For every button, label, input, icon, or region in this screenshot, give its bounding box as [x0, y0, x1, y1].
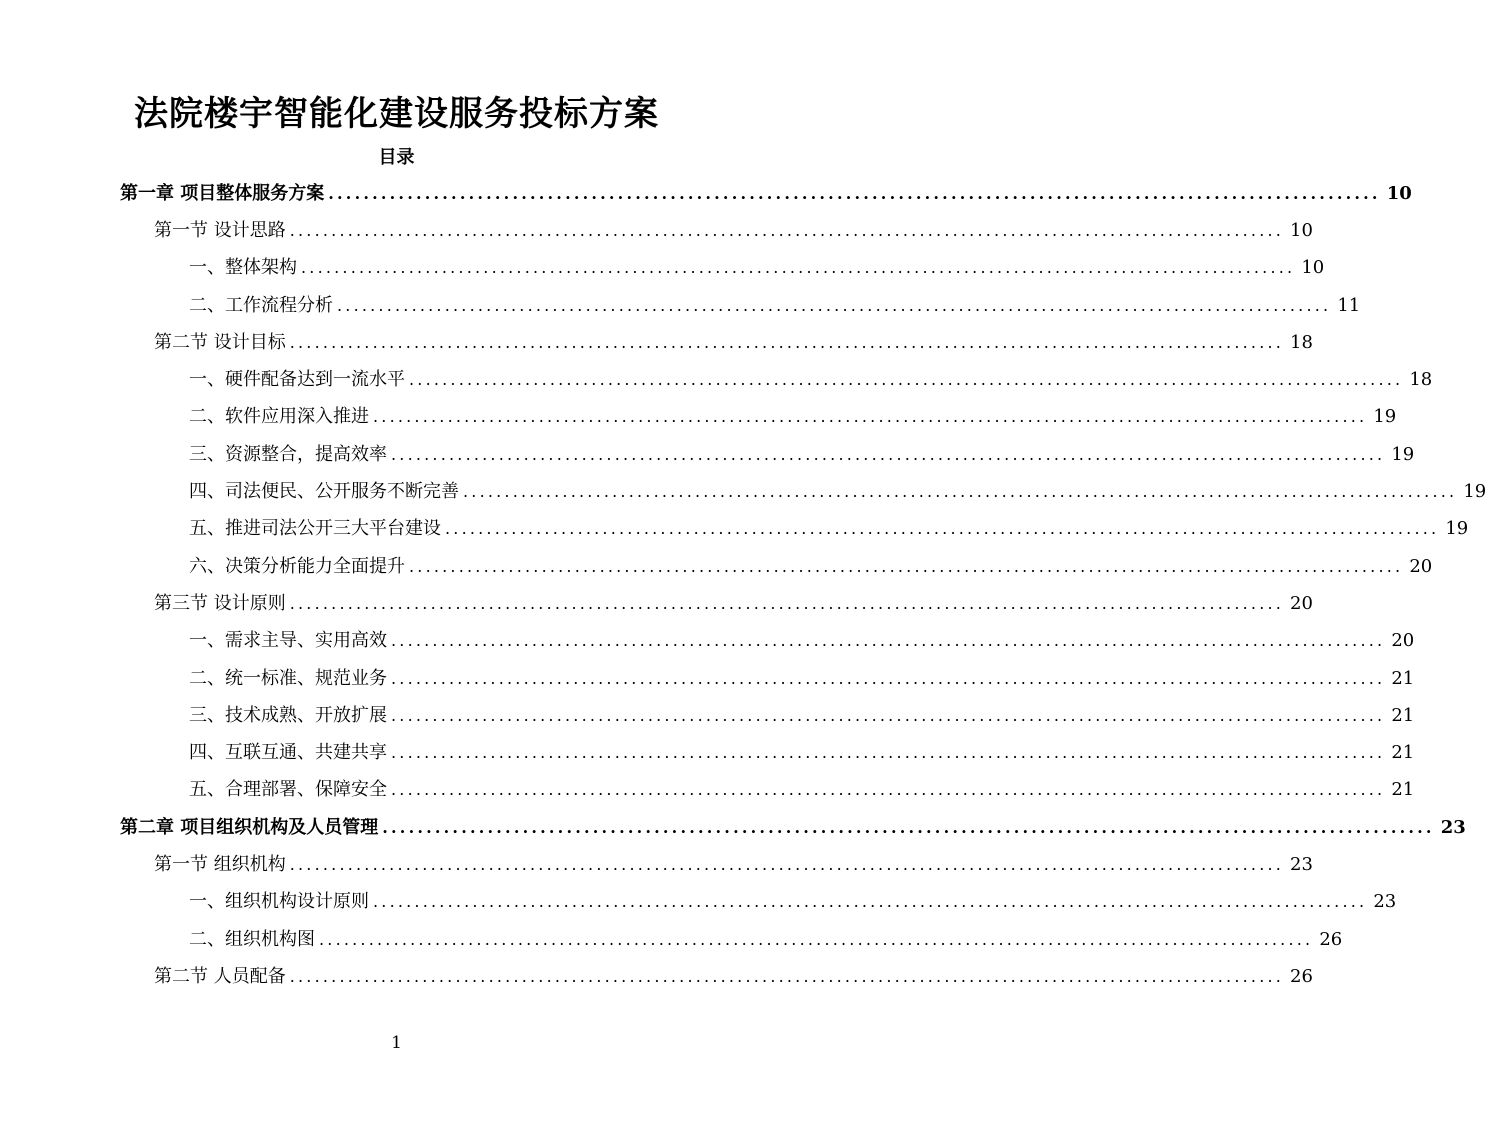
document-title: 法院楼宇智能化建设服务投标方案: [134, 94, 659, 134]
toc-entry-label: 一、硬件配备达到一流水平: [189, 369, 405, 391]
toc-entry-level-1[interactable]: [0, 809, 1466, 846]
toc-dot-leader: ........................................................................................................................: [289, 220, 1285, 240]
page-number: 1: [391, 1033, 402, 1053]
toc-dot-leader: ........................................................................................................................: [328, 183, 1381, 203]
toc-entry-page: 10: [1386, 182, 1412, 204]
toc-dot-leader: ........................................................................................................................: [289, 593, 1285, 613]
toc-dot-leader: ........................................................................................................................: [409, 370, 1404, 390]
toc-entry-label: 六、决策分析能力全面提升: [189, 555, 405, 577]
toc-entry-page: 19: [1463, 481, 1486, 503]
toc-dot-leader: ........................................................................................................................: [289, 332, 1285, 352]
toc-entry-label: 一、需求主导、实用高效: [189, 630, 387, 652]
toc-heading: 目录: [378, 147, 415, 168]
toc-entry-level-3[interactable]: [0, 884, 1397, 921]
toc-entry-level-3[interactable]: [0, 697, 1415, 734]
toc-dot-leader: ........................................................................................................................: [319, 929, 1314, 949]
toc-entry-level-3[interactable]: [0, 511, 1469, 548]
toc-entry-label: 二、工作流程分析: [189, 294, 333, 316]
toc-dot-leader: ........................................................................................................................: [409, 556, 1404, 576]
toc-entry-page: 11: [1337, 294, 1361, 316]
toc-dot-leader: ........................................................................................................................: [373, 407, 1368, 427]
toc-entry-label: 四、司法便民、公开服务不断完善: [189, 481, 459, 503]
toc-entry-page: 21: [1391, 704, 1415, 726]
toc-entry-level-2[interactable]: [0, 585, 1313, 622]
toc-dot-leader: ........................................................................................................................: [301, 258, 1296, 278]
toc-dot-leader: ........................................................................................................................: [382, 817, 1435, 837]
toc-entry-page: 19: [1445, 518, 1469, 540]
toc-entry-level-3[interactable]: [0, 623, 1415, 660]
toc-entry-label: 三、技术成熟、开放扩展: [189, 704, 387, 726]
toc-entry-page: 23: [1373, 891, 1397, 913]
toc-entry-label: 二、软件应用深入推进: [189, 406, 369, 428]
toc-dot-leader: ........................................................................................................................: [391, 444, 1386, 464]
toc-entry-level-3[interactable]: [0, 436, 1415, 473]
toc-entry-page: 20: [1290, 592, 1313, 614]
toc-entry-level-3[interactable]: [0, 399, 1397, 436]
toc-entry-label: 五、合理部署、保障安全: [189, 779, 387, 801]
toc-dot-leader: ........................................................................................................................: [391, 631, 1386, 651]
toc-entry-label: 第二节 设计目标: [154, 331, 286, 353]
toc-entry-level-3[interactable]: [0, 734, 1415, 771]
toc-entry-page: 21: [1391, 667, 1415, 689]
toc-entry-page: 10: [1290, 219, 1313, 241]
toc-entry-label: 二、组织机构图: [189, 928, 315, 950]
table-of-contents: [0, 175, 1486, 996]
toc-dot-leader: ........................................................................................................................: [373, 892, 1368, 912]
toc-entry-page: 21: [1391, 742, 1415, 764]
toc-entry-level-3[interactable]: [0, 361, 1433, 398]
toc-entry-level-3[interactable]: [0, 287, 1361, 324]
toc-entry-level-3[interactable]: [0, 250, 1325, 287]
toc-entry-label: 第三节 设计原则: [154, 592, 286, 614]
toc-entry-label: 一、组织机构设计原则: [189, 891, 369, 913]
toc-entry-page: 20: [1409, 555, 1433, 577]
toc-entry-page: 21: [1391, 779, 1415, 801]
toc-entry-level-3[interactable]: [0, 921, 1343, 958]
toc-entry-level-1[interactable]: [0, 175, 1412, 212]
toc-entry-label: 三、资源整合，提高效率: [189, 443, 387, 465]
toc-entry-page: 26: [1319, 928, 1343, 950]
toc-entry-label: 第二章 项目组织机构及人员管理: [120, 816, 379, 838]
toc-entry-label: 第一节 设计思路: [154, 219, 286, 241]
toc-entry-level-2[interactable]: [0, 846, 1313, 883]
toc-entry-page: 19: [1373, 406, 1397, 428]
toc-entry-page: 20: [1391, 630, 1415, 652]
toc-entry-level-3[interactable]: [0, 772, 1415, 809]
toc-entry-level-3[interactable]: [0, 548, 1433, 585]
toc-entry-page: 18: [1290, 331, 1313, 353]
toc-entry-page: 19: [1391, 443, 1415, 465]
toc-entry-label: 五、推进司法公开三大平台建设: [189, 518, 441, 540]
toc-dot-leader: ........................................................................................................................: [337, 295, 1332, 315]
toc-dot-leader: ........................................................................................................................: [391, 780, 1386, 800]
toc-entry-level-3[interactable]: [0, 660, 1415, 697]
toc-entry-level-2[interactable]: [0, 324, 1313, 361]
toc-dot-leader: ........................................................................................................................: [445, 519, 1440, 539]
toc-entry-level-3[interactable]: [0, 473, 1486, 510]
toc-entry-label: 第二节 人员配备: [154, 965, 286, 987]
toc-dot-leader: ........................................................................................................................: [391, 743, 1386, 763]
toc-dot-leader: ........................................................................................................................: [289, 854, 1285, 874]
toc-entry-label: 第一节 组织机构: [154, 853, 286, 875]
toc-entry-page: 26: [1290, 965, 1313, 987]
toc-entry-page: 10: [1301, 257, 1325, 279]
toc-dot-leader: ........................................................................................................................: [289, 966, 1285, 986]
toc-dot-leader: ........................................................................................................................: [391, 705, 1386, 725]
toc-dot-leader: ........................................................................................................................: [391, 668, 1386, 688]
toc-entry-label: 第一章 项目整体服务方案: [120, 182, 325, 204]
toc-dot-leader: ........................................................................................................................: [463, 482, 1458, 502]
toc-entry-label: 二、统一标准、规范业务: [189, 667, 387, 689]
toc-entry-level-2[interactable]: [0, 212, 1313, 249]
toc-entry-level-2[interactable]: [0, 958, 1313, 995]
toc-entry-label: 四、互联互通、共建共享: [189, 742, 387, 764]
toc-entry-label: 一、整体架构: [189, 257, 297, 279]
toc-entry-page: 18: [1409, 369, 1433, 391]
toc-entry-page: 23: [1290, 853, 1313, 875]
toc-entry-page: 23: [1440, 816, 1466, 838]
